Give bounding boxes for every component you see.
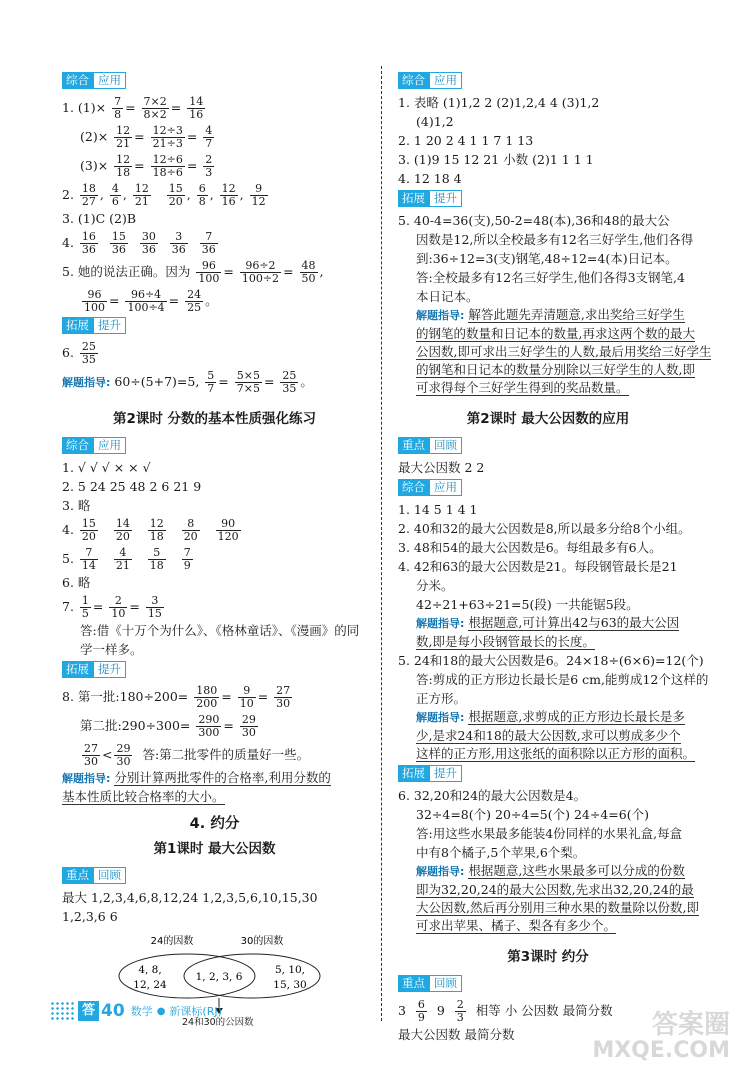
s2-answer-2: 2. 5 24 25 48 2 6 21 9 bbox=[62, 479, 202, 494]
left-column bbox=[62, 70, 367, 1028]
watermark-logo: 答案圈 MXQE.COM bbox=[592, 1010, 730, 1063]
r2-answer-3: 3. 48和54的最大公因数是6。每组最多有6人。 bbox=[398, 540, 662, 555]
s2-answer-8-line-3: $\frac{27}{30}$ < $\frac{29}{30}$ 答:第二批零件的质量好一些。 bbox=[84, 742, 310, 768]
r2-answer-6-calc: 32÷4=8(个) 20÷4=5(个) 24÷4=6(个) bbox=[416, 807, 649, 822]
r2-answer-5-ans: 答:剪成的正方形边长最长是6 cm,能剪成12个这样的 bbox=[416, 672, 709, 687]
section-tag-comprehensive-2: 综合 应用 bbox=[62, 437, 126, 454]
answer-4: 4. $\frac{16}{36}$ $\frac{15}{36}$ $\frac{30}{36}$ $\frac{3}{36}$ $\frac{7}{36}$ bbox=[62, 230, 216, 256]
answer-1-1: 1. (1)× $\frac{7}{8}$ = $\frac{7\times 2}{8\times 2}$ = $\frac{14}{16}$ bbox=[62, 95, 204, 121]
answer-badge: 答 bbox=[78, 1001, 99, 1021]
venn-right-values-2: 15, 30 bbox=[273, 979, 307, 991]
r-answer-5-line-2: 因数是12,所以全校最多有12名三好学生,他们各得 bbox=[416, 232, 694, 247]
r-section-tag-extension-2: 拓展 提升 bbox=[398, 765, 462, 782]
answer-6: 6. $\frac{25}{35}$ bbox=[62, 340, 96, 366]
column-divider bbox=[381, 66, 382, 1021]
section-tag-key-review: 重点 回顾 bbox=[62, 867, 126, 884]
footer-edition: 新课标(RJ) bbox=[169, 1005, 222, 1018]
chapter-title: 4. 约分 bbox=[189, 816, 240, 832]
r-hint-5-line-1: 解题指导: 解答此题先弄清题意,求出奖给三好学生 bbox=[416, 307, 685, 322]
r2-answer-6-ans: 答:用这些水果最多能装4份同样的水果礼盒,每盒 bbox=[416, 826, 683, 841]
venn-left-values-1: 4, 8, bbox=[138, 964, 162, 976]
s2-answer-7-text: 答:借《十万个为什么》、《格林童话》、《漫画》的同学一样多。 bbox=[80, 623, 360, 657]
r-section-tag-extension: 拓展 提升 bbox=[398, 190, 462, 207]
section-title-lesson-1: 第1课时 最大公因数 bbox=[153, 841, 276, 857]
r2-answer-4: 4. 42和63的最大公因数是21。每段钢管最长是21 bbox=[398, 559, 678, 574]
r-section-tag-comprehensive-2: 综合 应用 bbox=[398, 479, 462, 496]
r2-answer-5: 5. 24和18的最大公因数是6。24×18÷(6×6)=12(个) bbox=[398, 653, 704, 668]
r-answer-4: 4. 12 18 4 bbox=[398, 171, 462, 186]
section-tag-extension-2: 拓展 提升 bbox=[62, 661, 126, 678]
r-section-title-lesson-2: 第2课时 最大公因数的应用 bbox=[466, 411, 630, 427]
s2-answer-3: 3. 略 bbox=[62, 498, 91, 513]
r2-hint-4-line-2: 数,即是每小段钢管最长的长度。 bbox=[416, 634, 595, 649]
s2-hint-8-cont: 基本性质比较合格率的大小。 bbox=[62, 789, 225, 804]
r-section-tag-key-review: 重点 回顾 bbox=[398, 437, 462, 454]
r2-hint-6-line-4: 可求出苹果、橘子、梨各有多少个。 bbox=[416, 918, 617, 933]
r2-hint-5-line-2: 少,是求24和18的最大公因数,求可以剪成多少个 bbox=[416, 728, 681, 743]
s2-answer-8-line-1: 8. 第一批:180÷200= $\frac{180}{200}$ = $\frac{9}{10}$ = $\frac{27}{30}$ bbox=[62, 684, 291, 710]
r2-hint-4-line-1: 解题指导: 根据题意,可计算出42与63的最大公因 bbox=[416, 615, 680, 630]
footer-dots-decoration bbox=[50, 1001, 76, 1021]
r2-answer-1: 1. 14 5 1 4 1 bbox=[398, 502, 478, 517]
r3-key-review-line-2: 最大公因数 最简分数 bbox=[398, 1027, 515, 1042]
r2-answer-2: 2. 40和32的最大公因数是8,所以最多分给8个小组。 bbox=[398, 521, 691, 536]
venn-right-values-1: 5, 10, bbox=[274, 964, 306, 976]
r-hint-5-line-5: 可求得每个三好学生得到的奖品数量。 bbox=[416, 380, 629, 395]
r2-hint-6-line-3: 大公因数,然后再分别用三种水果的数量除以份数,即 bbox=[416, 900, 699, 915]
r2-hint-5-line-3: 这样的正方形,用这张纸的面积除以正方形的面积。 bbox=[416, 746, 695, 761]
r-answer-2: 2. 1 20 2 4 1 1 7 1 13 bbox=[398, 133, 534, 148]
r-hint-5-line-3: 公因数,即可求出三好学生的人数,最后用奖给三好学生 bbox=[416, 344, 712, 359]
s2-hint-8: 解题指导: 分别计算两批零件的合格率,利用分数的 bbox=[62, 770, 331, 785]
r-answer-5-line-4: 答:全校最多有12名三好学生,他们各得3支钢笔,4 bbox=[416, 270, 685, 285]
r-answer-3: 3. (1)9 15 12 21 小数 (2)1 1 1 1 bbox=[398, 152, 594, 167]
r-hint-5-line-4: 的钢笔和日记本的数量分别除以三好学生的人数,即 bbox=[416, 362, 695, 377]
hint-6: 解题指导: 60÷(5+7)=5, $\frac{5}{7}$ = $\frac{5\times 5}{7\times 5}$ = $\frac{25}{35}$ 。 bbox=[62, 369, 313, 395]
answer-2: 2. $\frac{18}{27}$ , $\frac{4}{6}$ , $\frac{12}{21}$ $\frac{15}{20}$ , $\frac{6}{8}$ , $\frac{12}{16}$ , $\frac{9}{12}$ bbox=[62, 182, 266, 208]
venn-left-title: 24的因数 bbox=[150, 936, 194, 947]
r-hint-5-line-2: 的钢笔的数量和日记本的数量,再求这两个数的最大 bbox=[416, 326, 695, 341]
r-answer-5-line-1: 5. 40-4=36(支),50-2=48(本),36和48的最大公 bbox=[398, 213, 670, 228]
r2-hint-5-line-1: 解题指导: 根据题意,求剪成的正方形边长最长是多 bbox=[416, 709, 685, 724]
venn-right-title: 30的因数 bbox=[240, 936, 284, 947]
answer-5-line-1: 5. 她的说法正确。因为 $\frac{96}{100}$ = $\frac{96\div 2}{100\div 2}$ = $\frac{48}{50}$ , bbox=[62, 259, 324, 285]
key-review-line-2: 1,2,3,6 6 bbox=[62, 909, 118, 924]
venn-mid-values: 1, 2, 3, 6 bbox=[195, 971, 243, 983]
s2-answer-1: 1. √ √ √ × × √ bbox=[62, 460, 151, 475]
answer-1-2: (2)× $\frac{12}{21}$ = $\frac{12\div 3}{21\div 3}$ = $\frac{4}{7}$ bbox=[80, 124, 213, 150]
r-answer-1-cont: (4)1,2 bbox=[416, 114, 454, 129]
r-section-tag-comprehensive: 综合 应用 bbox=[398, 72, 462, 89]
venn-bottom-label: 24和30的公因数 bbox=[182, 1017, 254, 1028]
r3-key-review-line-1: 3 $\frac{6}{9}$ 9 $\frac{2}{3}$ 相等 小 公因数 最简分数 bbox=[398, 998, 613, 1024]
r-answer-1: 1. 表略 (1)1,2 2 (2)1,2,4 4 (3)1,2 bbox=[398, 95, 600, 110]
r-key-review: 最大公因数 2 2 bbox=[398, 460, 485, 475]
venn-left-values-2: 12, 24 bbox=[133, 979, 167, 991]
answer-1-3: (3)× $\frac{12}{18}$ = $\frac{12\div 6}{18\div 6}$ = $\frac{2}{3}$ bbox=[80, 153, 213, 179]
key-review-line-1: 最大 1,2,3,4,6,8,12,24 1,2,3,5,6,10,15,30 bbox=[62, 890, 318, 905]
r-answer-5-line-5: 本日记本。 bbox=[416, 289, 479, 304]
r2-hint-6-line-1: 解题指导: 根据题意,这些水果最多可以分成的份数 bbox=[416, 863, 685, 878]
s2-answer-8-line-2: 第二批:290÷300= $\frac{290}{300}$ = $\frac{29}{30}$ bbox=[80, 713, 256, 739]
r2-hint-6-line-2: 即为32,20,24的最大公因数,先求出32,20,24的最 bbox=[416, 882, 694, 897]
r-answer-5-line-3: 到:36÷12=3(支)钢笔,48÷12=4(本)日记本。 bbox=[416, 251, 678, 266]
section-title-lesson-2: 第2课时 分数的基本性质强化练习 bbox=[112, 411, 317, 427]
r2-answer-5-cont: 正方形。 bbox=[416, 691, 467, 706]
footer-dot-icon: ● bbox=[156, 1005, 166, 1017]
answer-3: 3. (1)C (2)B bbox=[62, 211, 137, 226]
r-section-title-lesson-3: 第3课时 约分 bbox=[507, 949, 589, 965]
r2-answer-4-cont: 分米。 bbox=[416, 578, 454, 593]
section-tag-comprehensive: 综合 应用 bbox=[62, 72, 126, 89]
page-footer bbox=[50, 1000, 222, 1022]
s2-answer-5: 5. $\frac{7}{14}$ $\frac{4}{21}$ $\frac{5}{18}$ $\frac{7}{9}$ bbox=[62, 546, 191, 572]
section-tag-extension: 拓展 提升 bbox=[62, 317, 126, 334]
footer-subject: 数学 bbox=[130, 1005, 153, 1018]
s2-answer-7: 7. $\frac{1}{5}$ = $\frac{2}{10}$ = $\frac{3}{15}$ bbox=[62, 594, 162, 620]
s2-answer-6: 6. 略 bbox=[62, 575, 91, 590]
r2-answer-6: 6. 32,20和24的最大公因数是4。 bbox=[398, 788, 587, 803]
s2-answer-4: 4. $\frac{15}{20}$ $\frac{14}{20}$ $\frac{12}{18}$ $\frac{8}{20}$ $\frac{90}{120}$ bbox=[62, 517, 239, 543]
r2-answer-6-cont: 中有8个橘子,5个苹果,6个梨。 bbox=[416, 845, 586, 860]
page-number: 40 bbox=[101, 1001, 125, 1021]
r2-answer-4-calc: 42÷21+63÷21=5(段) 一共能锯5段。 bbox=[416, 597, 639, 612]
answer-5-line-2: $\frac{96}{100}$ = $\frac{96\div 4}{100\div 4}$ = $\frac{24}{25}$ 。 bbox=[84, 288, 218, 314]
r-section-tag-key-review-3: 重点 回顾 bbox=[398, 975, 462, 992]
